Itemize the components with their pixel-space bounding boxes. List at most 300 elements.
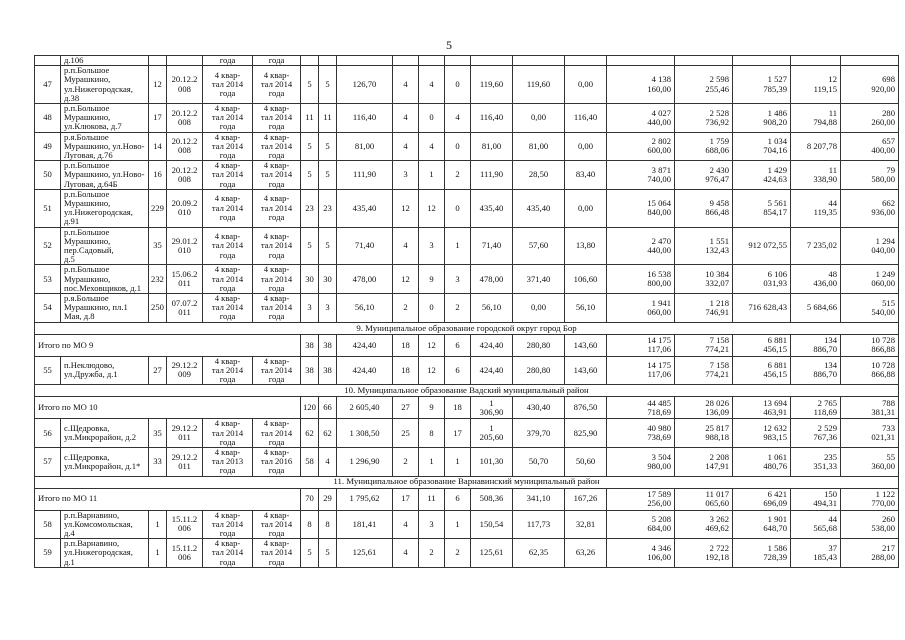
cell: 2 <box>445 539 471 568</box>
cell: 57,60 <box>513 227 565 265</box>
cell: 4 квар- тал 2014 года <box>203 189 253 227</box>
cell: 4 квар- тал 2014 года <box>253 227 301 265</box>
table-row <box>35 161 899 190</box>
cell: 11 <box>301 104 319 133</box>
cell: 5 <box>319 132 337 161</box>
cell: 2 598 255,46 <box>675 66 733 104</box>
cell: 250 <box>149 294 167 323</box>
cell: 50,60 <box>565 447 607 476</box>
cell: 4 квар- тал 2014 года <box>253 265 301 294</box>
cell: 33 <box>149 447 167 476</box>
section-title: 11. Муниципальное образование Варнавинский муниципальный район <box>35 476 899 488</box>
cell: 2 470 440,00 <box>607 227 675 265</box>
total-row <box>35 488 899 510</box>
row-number: 56 <box>35 419 61 448</box>
cell: 1 429 424,63 <box>733 161 791 190</box>
cell: 4 346 106,00 <box>607 539 675 568</box>
cell: 18 <box>393 356 419 385</box>
cell: 40 980 738,69 <box>607 419 675 448</box>
cell: 2 <box>419 539 445 568</box>
cell: 4 <box>393 66 419 104</box>
total-cell: 11 <box>419 488 445 510</box>
cell: 25 817 988,18 <box>675 419 733 448</box>
cell: 4 квар- тал 2014 года <box>203 419 253 448</box>
total-cell: 17 <box>393 488 419 510</box>
cell: 2 <box>393 447 419 476</box>
cell: 4 квар- тал 2014 года <box>253 66 301 104</box>
cell: 424,40 <box>337 356 393 385</box>
cell: 4 квар- тал 2014 года <box>203 539 253 568</box>
cell: 55 360,00 <box>841 447 899 476</box>
cell: 4 квар- тал 2016 года <box>253 447 301 476</box>
section-header-row <box>35 385 899 397</box>
cell: 4 квар- тал 2014 года <box>253 132 301 161</box>
cell: 38 <box>301 356 319 385</box>
cell: 11 338,90 <box>791 161 841 190</box>
cell: 4 <box>393 227 419 265</box>
cell <box>791 56 841 66</box>
cell: 0 <box>445 189 471 227</box>
table-row <box>35 447 899 476</box>
total-cell: 120 <box>301 397 319 419</box>
cell <box>471 56 513 66</box>
cell: 126,70 <box>337 66 393 104</box>
section-title: 9. Муниципальное образование городской округ город Бор <box>35 322 899 334</box>
cell: 4 <box>393 104 419 133</box>
cell: 1 941 060,00 <box>607 294 675 323</box>
cell <box>319 56 337 66</box>
cell: 435,40 <box>337 189 393 227</box>
cell: 15.11.2 006 <box>167 510 203 539</box>
cell: 38 <box>319 356 337 385</box>
cell: 116,40 <box>337 104 393 133</box>
cell: 2 430 976,47 <box>675 161 733 190</box>
cell: 1 308,50 <box>337 419 393 448</box>
cell: 912 072,55 <box>733 227 791 265</box>
cell: 1 <box>445 447 471 476</box>
table-body <box>35 56 899 568</box>
cell: 119,60 <box>513 66 565 104</box>
cell: 81,00 <box>471 132 513 161</box>
total-label: Итого по МО 11 <box>35 488 301 510</box>
cell: 4 квар- тал 2014 года <box>253 510 301 539</box>
section-header-row <box>35 476 899 488</box>
cell-address: р.я.Большое Мурашкино, ул.Ново- Луговая, д.76 <box>61 132 149 161</box>
cell <box>513 56 565 66</box>
cell: 4 квар- тал 2014 года <box>203 356 253 385</box>
cell: 37 185,43 <box>791 539 841 568</box>
row-number: 50 <box>35 161 61 190</box>
cell: 117,73 <box>513 510 565 539</box>
total-cell: 70 <box>301 488 319 510</box>
cell: 4 квар- тал 2014 года <box>253 419 301 448</box>
cell: 111,90 <box>471 161 513 190</box>
total-cell: 280,80 <box>513 334 565 356</box>
cell: 435,40 <box>513 189 565 227</box>
cell: 143,60 <box>565 356 607 385</box>
total-label: Итого по МО 9 <box>35 334 301 356</box>
total-cell: 44 485 718,69 <box>607 397 675 419</box>
cell: 50,70 <box>513 447 565 476</box>
total-cell: 876,50 <box>565 397 607 419</box>
total-cell: 424,40 <box>337 334 393 356</box>
cell: 1 <box>445 227 471 265</box>
cell: 232 <box>149 265 167 294</box>
total-cell: 150 494,31 <box>791 488 841 510</box>
cell: 5 561 854,17 <box>733 189 791 227</box>
cell: 825,90 <box>565 419 607 448</box>
cell-address: р.п.Большое Мурашкино, ул.Клюкова, д.7 <box>61 104 149 133</box>
cell: 8 <box>419 419 445 448</box>
cell: 20.12.2 008 <box>167 161 203 190</box>
cell: 0 <box>419 104 445 133</box>
cell: 29.12.2 011 <box>167 447 203 476</box>
cell: 2 <box>393 294 419 323</box>
cell <box>445 56 471 66</box>
total-cell: 341,10 <box>513 488 565 510</box>
cell-address: р.п.Большое Мурашкино, пер.Садовый, д.5 <box>61 227 149 265</box>
cell: 111,90 <box>337 161 393 190</box>
cell: 280,80 <box>513 356 565 385</box>
row-number: 48 <box>35 104 61 133</box>
cell: 63,26 <box>565 539 607 568</box>
cell: 2 802 600,00 <box>607 132 675 161</box>
cell: 2 528 736,92 <box>675 104 733 133</box>
cell-address: р.п.Варнавино, ул.Нижегородская, д.1 <box>61 539 149 568</box>
page-number: 5 <box>446 38 452 52</box>
cell: 5 684,66 <box>791 294 841 323</box>
cell: 3 504 980,00 <box>607 447 675 476</box>
row-number: 57 <box>35 447 61 476</box>
table-row <box>35 510 899 539</box>
cell: 1 218 746,91 <box>675 294 733 323</box>
cell: 4 <box>393 510 419 539</box>
cell: 3 262 469,62 <box>675 510 733 539</box>
total-row <box>35 334 899 356</box>
cell-address: р.я.Большое Мурашкино, пл.1 Мая, д.8 <box>61 294 149 323</box>
cell: 733 021,31 <box>841 419 899 448</box>
cell: 12 <box>393 189 419 227</box>
cell: 71,40 <box>471 227 513 265</box>
cell: 56,10 <box>565 294 607 323</box>
cell: 44 119,35 <box>791 189 841 227</box>
cell-address: д.106 <box>61 56 149 66</box>
cell: 4 027 440,00 <box>607 104 675 133</box>
cell: 12 119,15 <box>791 66 841 104</box>
cell-address: п.Неклюдово, ул.Дружба, д.1 <box>61 356 149 385</box>
cell: 48 436,00 <box>791 265 841 294</box>
table-row <box>35 227 899 265</box>
cell: 12 <box>419 356 445 385</box>
total-cell: 1 306,90 <box>471 397 513 419</box>
total-cell: 14 175 117,06 <box>607 334 675 356</box>
cell: 32,81 <box>565 510 607 539</box>
cell: 1 <box>149 539 167 568</box>
table-row <box>35 265 899 294</box>
total-cell: 2 765 118,69 <box>791 397 841 419</box>
cell: 62,35 <box>513 539 565 568</box>
cell: 1 <box>149 510 167 539</box>
cell: 10 384 332,07 <box>675 265 733 294</box>
cell: 4 квар- тал 2014 года <box>253 104 301 133</box>
total-cell: 1 122 770,00 <box>841 488 899 510</box>
cell <box>675 56 733 66</box>
cell <box>733 56 791 66</box>
total-cell: 6 881 456,15 <box>733 334 791 356</box>
cell: 1 527 785,39 <box>733 66 791 104</box>
cell: 0,00 <box>565 66 607 104</box>
cell: 478,00 <box>471 265 513 294</box>
cell: 6 <box>445 356 471 385</box>
table-row <box>35 294 899 323</box>
table-row <box>35 56 899 66</box>
cell: 4 квар- тал 2014 года <box>203 227 253 265</box>
cell: 7 235,02 <box>791 227 841 265</box>
total-cell: 134 886,70 <box>791 334 841 356</box>
cell: 0 <box>445 66 471 104</box>
cell: 125,61 <box>337 539 393 568</box>
housing-program-table <box>34 55 899 568</box>
cell: 28,50 <box>513 161 565 190</box>
cell: года <box>253 56 301 66</box>
row-number: 58 <box>35 510 61 539</box>
cell: 4 квар- тал 2014 года <box>203 161 253 190</box>
cell <box>337 56 393 66</box>
cell: 0 <box>419 294 445 323</box>
cell: 81,00 <box>513 132 565 161</box>
cell: 716 628,43 <box>733 294 791 323</box>
cell: 3 871 740,00 <box>607 161 675 190</box>
row-number: 54 <box>35 294 61 323</box>
cell: 125,61 <box>471 539 513 568</box>
cell <box>419 56 445 66</box>
cell: 81,00 <box>337 132 393 161</box>
total-cell: 424,40 <box>471 334 513 356</box>
cell: 116,40 <box>565 104 607 133</box>
cell: 2 529 767,36 <box>791 419 841 448</box>
cell-address: р.п.Варнавино, ул.Комсомольская, д.4 <box>61 510 149 539</box>
cell: 11 <box>319 104 337 133</box>
cell: 698 920,00 <box>841 66 899 104</box>
cell: 5 <box>319 161 337 190</box>
cell: 35 <box>149 419 167 448</box>
total-row <box>35 397 899 419</box>
cell: 10 728 866,88 <box>841 356 899 385</box>
total-cell: 167,26 <box>565 488 607 510</box>
cell: года <box>203 56 253 66</box>
cell: 5 <box>319 66 337 104</box>
cell: 260 538,00 <box>841 510 899 539</box>
cell: 13,80 <box>565 227 607 265</box>
cell: 4 квар- тал 2014 года <box>253 161 301 190</box>
cell: 235 351,33 <box>791 447 841 476</box>
total-cell: 38 <box>301 334 319 356</box>
cell <box>149 56 167 66</box>
row-number: 51 <box>35 189 61 227</box>
cell: 1 <box>419 447 445 476</box>
cell: 3 <box>319 294 337 323</box>
cell <box>607 56 675 66</box>
cell: 71,40 <box>337 227 393 265</box>
total-cell: 6 421 696,09 <box>733 488 791 510</box>
cell: 4 квар- тал 2014 года <box>253 356 301 385</box>
cell-address: р.п.Большое Мурашкино, ул.Нижегородская, д.38 <box>61 66 149 104</box>
cell: 20.12.2 008 <box>167 132 203 161</box>
cell-address: р.п.Большое Мурашкино, ул.Нижегородская, д.91 <box>61 189 149 227</box>
cell: 4 квар- тал 2014 года <box>253 294 301 323</box>
cell: 0,00 <box>565 132 607 161</box>
cell: 106,60 <box>565 265 607 294</box>
cell: 5 <box>301 227 319 265</box>
cell: 83,40 <box>565 161 607 190</box>
cell: 4 квар- тал 2013 года <box>203 447 253 476</box>
cell: 6 106 031,93 <box>733 265 791 294</box>
cell: 435,40 <box>471 189 513 227</box>
cell: 662 936,00 <box>841 189 899 227</box>
cell: 4 квар- тал 2014 года <box>203 265 253 294</box>
cell: 3 <box>301 294 319 323</box>
cell-address: с.Щедровка, ул.Микрорайон, д.2 <box>61 419 149 448</box>
cell: 15 064 840,00 <box>607 189 675 227</box>
cell: 4 квар- тал 2014 года <box>203 510 253 539</box>
cell <box>841 56 899 66</box>
cell <box>301 56 319 66</box>
total-cell: 12 <box>419 334 445 356</box>
total-cell: 66 <box>319 397 337 419</box>
cell: 181,41 <box>337 510 393 539</box>
cell: 2 <box>445 161 471 190</box>
cell <box>167 56 203 66</box>
cell: 15.06.2 011 <box>167 265 203 294</box>
cell: 9 458 866,48 <box>675 189 733 227</box>
cell: 8 <box>319 510 337 539</box>
row-number: 49 <box>35 132 61 161</box>
cell: 5 208 684,00 <box>607 510 675 539</box>
cell: 20.12.2 008 <box>167 104 203 133</box>
cell: 3 <box>419 227 445 265</box>
cell: 4 квар- тал 2014 года <box>253 539 301 568</box>
cell: 217 288,00 <box>841 539 899 568</box>
cell: 25 <box>393 419 419 448</box>
cell: 515 540,00 <box>841 294 899 323</box>
total-cell: 2 605,40 <box>337 397 393 419</box>
cell: 5 <box>301 161 319 190</box>
cell: 4 138 160,00 <box>607 66 675 104</box>
cell: 23 <box>319 189 337 227</box>
cell-address: р.п.Большое Мурашкино, ул.Ново- Луговая, д.64Б <box>61 161 149 190</box>
section-header-row <box>35 322 899 334</box>
cell: 4 квар- тал 2014 года <box>203 66 253 104</box>
total-cell: 9 <box>419 397 445 419</box>
cell: 0,00 <box>513 294 565 323</box>
cell: 134 886,70 <box>791 356 841 385</box>
total-cell: 143,60 <box>565 334 607 356</box>
cell <box>565 56 607 66</box>
cell: 1 759 688,06 <box>675 132 733 161</box>
cell: 12 <box>149 66 167 104</box>
total-cell: 430,40 <box>513 397 565 419</box>
total-cell: 29 <box>319 488 337 510</box>
cell: 2 722 192,18 <box>675 539 733 568</box>
cell: 30 <box>319 265 337 294</box>
cell: 1 551 132,43 <box>675 227 733 265</box>
cell: 478,00 <box>337 265 393 294</box>
cell: 1 034 704,16 <box>733 132 791 161</box>
table-row <box>35 356 899 385</box>
cell: 4 квар- тал 2014 года <box>203 104 253 133</box>
cell: 1 294 040,00 <box>841 227 899 265</box>
cell: 1 901 648,70 <box>733 510 791 539</box>
cell: 29.12.2 009 <box>167 356 203 385</box>
table-row <box>35 539 899 568</box>
row-number: 55 <box>35 356 61 385</box>
cell: 07.07.2 011 <box>167 294 203 323</box>
total-cell: 17 589 256,00 <box>607 488 675 510</box>
cell: 14 175 117,06 <box>607 356 675 385</box>
cell: 3 <box>419 510 445 539</box>
row-number: 52 <box>35 227 61 265</box>
total-cell: 18 <box>393 334 419 356</box>
cell: 12 <box>393 265 419 294</box>
cell: 4 <box>419 66 445 104</box>
cell: 371,40 <box>513 265 565 294</box>
total-cell: 1 795,62 <box>337 488 393 510</box>
cell: 4 <box>393 539 419 568</box>
cell: 7 158 774,21 <box>675 356 733 385</box>
cell: 5 <box>319 539 337 568</box>
cell <box>393 56 419 66</box>
cell: 657 400,00 <box>841 132 899 161</box>
cell-address: с.Щедровка, ул.Микрорайон, д.1* <box>61 447 149 476</box>
total-label: Итого по МО 10 <box>35 397 301 419</box>
cell: 1 <box>445 510 471 539</box>
cell: 29.01.2 010 <box>167 227 203 265</box>
cell: 4 <box>393 132 419 161</box>
total-cell: 10 728 866,88 <box>841 334 899 356</box>
cell: 79 580,00 <box>841 161 899 190</box>
total-cell: 38 <box>319 334 337 356</box>
table-row <box>35 419 899 448</box>
cell: 1 586 728,39 <box>733 539 791 568</box>
cell: 62 <box>319 419 337 448</box>
cell: 8 207,78 <box>791 132 841 161</box>
total-cell: 11 017 065,60 <box>675 488 733 510</box>
cell: 58 <box>301 447 319 476</box>
cell: 2 <box>445 294 471 323</box>
cell: 56,10 <box>337 294 393 323</box>
cell: 62 <box>301 419 319 448</box>
cell: 1 <box>419 161 445 190</box>
cell: 0 <box>445 132 471 161</box>
total-cell: 788 381,31 <box>841 397 899 419</box>
cell: 4 квар- тал 2014 года <box>203 132 253 161</box>
cell: 4 <box>419 132 445 161</box>
total-cell: 508,36 <box>471 488 513 510</box>
cell: 30 <box>301 265 319 294</box>
cell: 5 <box>301 132 319 161</box>
cell: 56,10 <box>471 294 513 323</box>
cell: 11 794,88 <box>791 104 841 133</box>
cell: 5 <box>301 66 319 104</box>
cell: 35 <box>149 227 167 265</box>
cell: 6 881 456,15 <box>733 356 791 385</box>
section-title: 10. Муниципальное образование Вадский муниципальный район <box>35 385 899 397</box>
row-number: 53 <box>35 265 61 294</box>
cell: 23 <box>301 189 319 227</box>
cell <box>35 56 61 66</box>
cell: 280 260,00 <box>841 104 899 133</box>
cell: 3 <box>445 265 471 294</box>
